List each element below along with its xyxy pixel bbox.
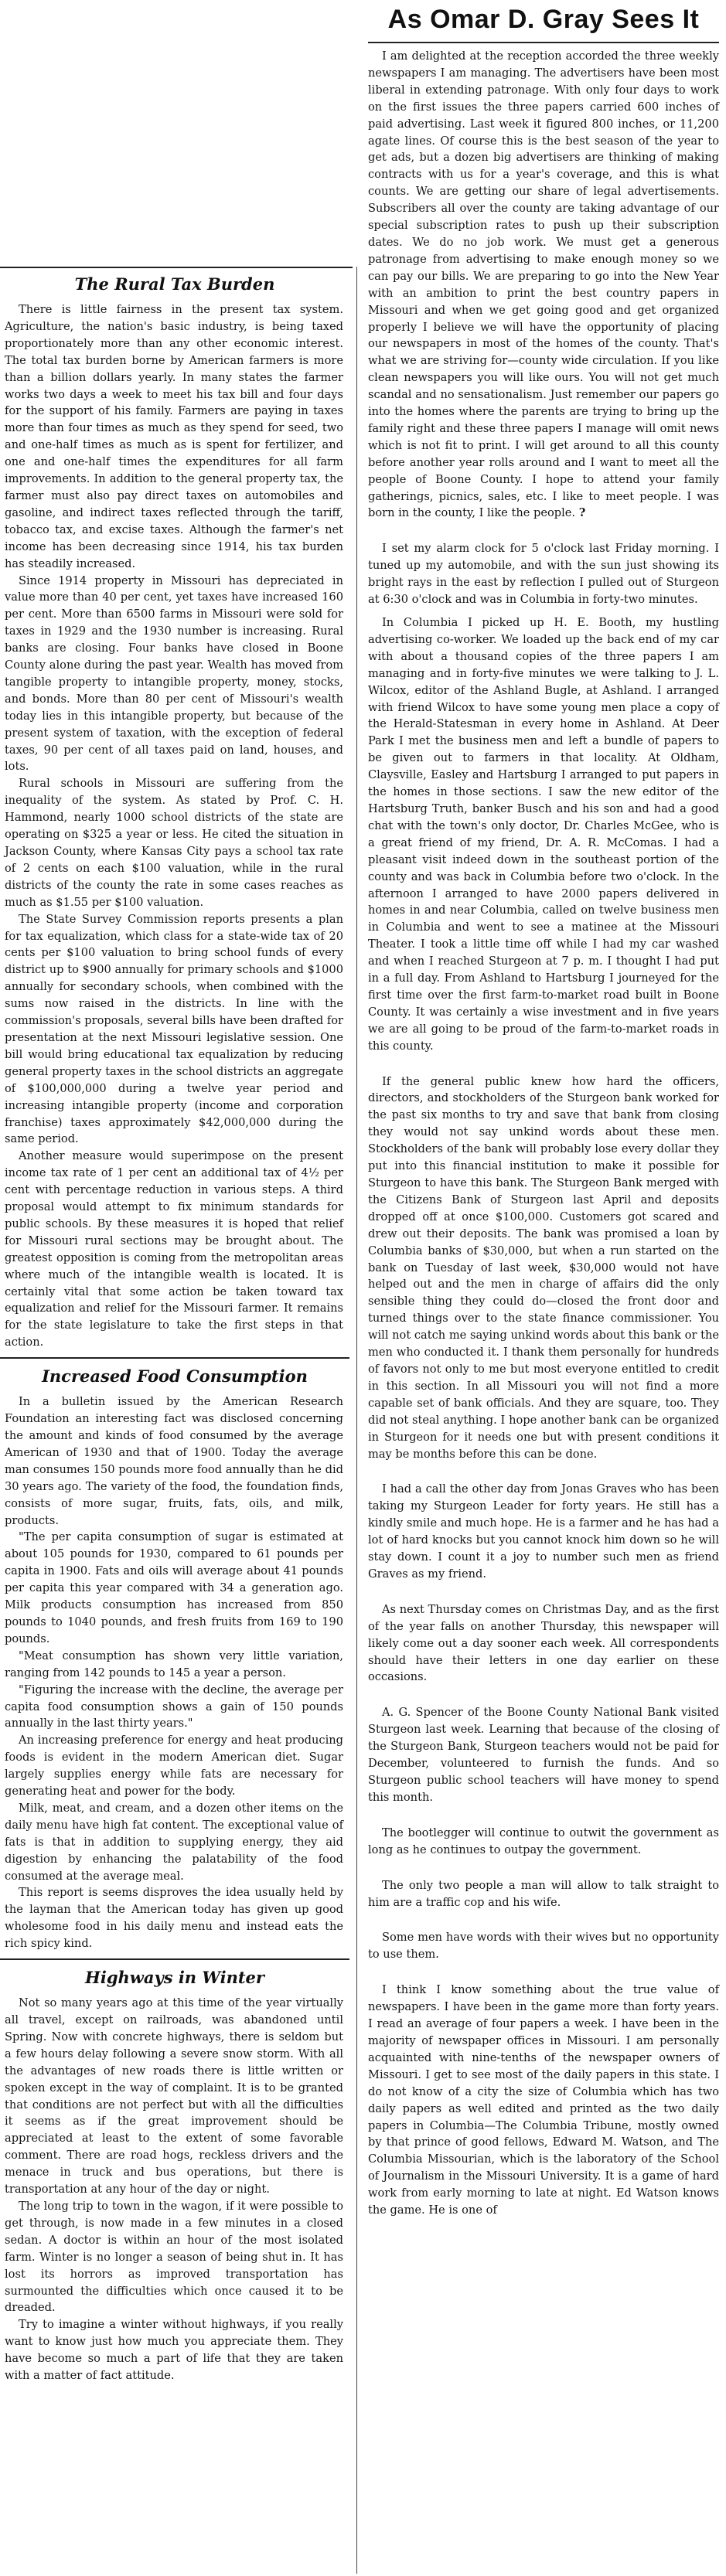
column-paragraph: As next Thursday comes on Christmas Day, and as the first of the year falls on another Thursday, this newspaper will likely come out a day sooner each week. All correspondents should have their letters in one day earlier on these occasions.	[368, 1602, 719, 1684]
food-headline: Increased Food Consumption	[42, 1366, 308, 1387]
spacer	[365, 1963, 722, 1982]
rural-tax-headline: The Rural Tax Burden	[74, 274, 275, 294]
rural-tax-paragraph: The State Survey Commission reports presents a plan for tax equalization, which class for a state-wide tax of 20 cents per $100 valuation to bring school funds of every district up to $900 annually for primary schools and $1000 annually for secondary schools, when combined with the sums now raised in the districts. In line with the commission's proposals, several bills have been drafted for presentation at the next Missouri legislative session. One bill would bring educational tax equalization by reducing general property taxes in the school districts an aggregate of $100,000,000 during a twelve year period and increasing intangible property (income and corporation franchise) taxes approximately $42,000,000 during the same period.	[5, 912, 343, 1146]
food-paragraph: An increasing preference for energy and heat producing foods is evident in the modern American diet. Sugar largely supplies energy while fats are necessary for generating heat and power for the body.	[5, 1734, 343, 1798]
rural-tax-paragraph: Another measure would superimpose on the present income tax rate of 1 per cent an additional tax of 4½ per cent with percentage reduction in various steps. A third proposal would attempt to fix minimum standards for public schools. By these measures it is hoped that relief for Missouri rural sections may be brought about. The greatest opposition is coming from the metropolitan areas where much of the intangible wealth is located. It is certainly vital that some action be taken toward tax equalization and relief for the Missouri farmer. It remains for the state legislature to take the first steps in that action.	[5, 1149, 343, 1349]
column-paragraph: A. G. Spencer of the Boone County National Bank visited Sturgeon last week. Learning that because of the closing of the Sturgeon Bank, Sturgeon teachers would not be paid for December, volunteered to furnish the funds. And so Sturgeon public school teachers will have money to spend this month.	[368, 1706, 719, 1804]
spacer	[365, 1859, 722, 1877]
food-paragraph: In a bulletin issued by the American Research Foundation an interesting fact was disclosed concerning the amount and kinds of food consumed by the average American of 1930 and that of 1900. Today the average man consumes 150 pounds more food annually than he did 30 years ago. The variety of the food, the foundation finds, consists of more sugar, fruits, fats, oils, and milk, products.	[5, 1395, 343, 1527]
column-divider	[356, 267, 357, 2574]
spacer	[365, 1911, 722, 1929]
food-paragraph: "The per capita consumption of sugar is estimated at about 105 pounds for 1930, compared to 61 pounds per capita in 1900. Fats and oils will average about 41 pounds per capita this year compared with 34 a generation ago. Milk products consumption has increased from 850 pounds to 1040 pounds, and fresh fruits from 169 to 190 pounds.	[5, 1530, 343, 1645]
spacer	[365, 1055, 722, 1074]
highways-headline: Highways in Winter	[85, 1968, 264, 1988]
column-masthead: As Omar D. Gray Sees It	[387, 5, 700, 34]
column-paragraph: I think I know something about the true value of newspapers. I have been in the game more than forty years. I read an average of four papers a week. I have been in the majority of newspaper offices in Missouri. I am personally acquainted with nine-tenths of the newspaper owners of Missouri. I get to see most of the daily papers in this state. I do not know of a city the size of Columbia which has two daily papers as well edited and printed as the two daily papers in Columbia—The Columbia Tribune, mostly owned by that prince of good fellows, Edward M. Watson, and The Columbia Missourian, which is the laboratory of the School of Journalism in the Missouri University. It is a game of hard work from early morning to late at night. Ed Watson knows the game. He is one of	[368, 1983, 719, 2217]
spacer	[365, 522, 722, 540]
column-paragraph: I had a call the other day from Jonas Graves who has been taking my Sturgeon Leader for forty years. He still has a kindly smile and much hope. He is a farmer and he has had a lot of hard knocks but you cannot knock him down so he will stay down. I count it a joy to number such men as friend Graves as my friend.	[368, 1482, 719, 1581]
column-paragraph: I set my alarm clock for 5 o'clock last Friday morning. I tuned up my automobile, and with the sun just showing its bright rays in the east by reflection I pulled out of Sturgeon at 6:30 o'clock and was in Columbia in forty-two minutes.	[368, 542, 719, 607]
rural-tax-paragraph: Since 1914 property in Missouri has depreciated in value more than 40 per cent, yet taxes have increased 160 per cent. More than 6500 farms in Missouri were sold for taxes in 1929 and the 1930 number is increasing. Rural banks are closing. Four banks have closed in Boone County alone during the past year. Wealth has moved from tangible property to intangible property, money, stocks, and bonds. More than 80 per cent of Missouri's wealth today lies in this intangible property, but because of the present system of taxation, with the exception of federal taxes, 90 per cent of all taxes paid on land, houses, and lots.	[5, 573, 343, 774]
section-rule	[0, 1958, 349, 1960]
column-paragraph: The bootlegger will continue to outwit the government as long as he continues to outpay the government.	[368, 1826, 719, 1856]
rural-tax-paragraph: There is little fairness in the present tax system. Agriculture, the nation's basic industry, is being taxed proportionately more than any other economic interest. The total tax burden borne by American farmers is more than a billion dollars yearly. In many states the farmer works two days a week to meet his tax bill and four days for the support of his family. Farmers are paying in taxes more than four times as much as they spend for seed, two and one-half times as much as is spent for fertilizer, and one and one-half times the expenditures for all farm improvements. In addition to the general property tax, the farmer must also pay direct taxes on automobiles and gasoline, and indirect taxes reflected through the tariff, tobacco tax, and excise taxes. Although the farmer's net income has been decreasing since 1914, his tax burden has steadily increased.	[5, 303, 343, 570]
right-column	[365, 0, 722, 2576]
food-paragraph: "Meat consumption has shown very little variation, ranging from 142 pounds to 145 a year a person.	[5, 1649, 343, 1679]
highways-paragraph: Not so many years ago at this time of the year virtually all travel, except on railroads, was abandoned until Spring. Now with concrete highways, there is seldom but a few hours delay following a severe snow storm. With all the advantages of new roads there is little written or spoken except in the way of complaint. It is to be granted that conditions are not perfect but with all the difficulties it seems as if the great improvement should be appreciated at least to the extent of some favorable comment. There are road hogs, reckless drivers and the menace in truck and bus operations, but there is transportation at any hour of the day or night.	[5, 1996, 343, 2197]
rural-tax-editorial	[0, 274, 349, 1359]
left-column	[0, 267, 349, 2574]
column-paragraph: In Columbia I picked up H. E. Booth, my hustling advertising co-worker. We loaded up the back end of my car with about a thousand copies of the three papers I am managing and in forty-five minutes we were talking to J. L. Wilcox, editor of the Ashland Bugle, at Ashland. I arranged with friend Wilcox to have some young men place a copy of the Herald-Statesman in every home in Ashland. At Deer Park I met the business men and left a bundle of papers to be given out to farmers in that locality. At Oldham, Claysville, Easley and Hartsburg I arranged to put papers in the homes in those sections. I saw the new editor of the Hartsburg Truth, banker Busch and his son and had a good chat with the town's only doctor, Dr. Charles McGee, who is a great friend of my friend, Dr. A. R. McComas. I had a pleasant visit indeed down in the southeast portion of the county and was back in Columbia before two o'clock. In the afternoon I arranged to have 2000 papers delivered in homes in and near Columbia, called on twelve business men in Columbia and went to see a matinee at the Missouri Theater. I took a little time off while I had my car washed and when I reached Sturgeon at 7 p. m. I thought I had put in a full day. From Ashland to Hartsburg I journeyed for the first time over the first farm-to-market road built in Boone County. It was certainly a wise investment and in five years we are all going to be proud of the farm-to-market roads in this county.	[368, 616, 719, 1053]
rural-tax-paragraph: Rural schools in Missouri are suffering from the inequality of the system. As stated by Prof. C. H. Hammond, nearly 1000 school districts of the state are operating on $325 a year or less. He cited the situation in Jackson County, where Kansas City pays a school tax rate of 2 cents on each $100 valuation, while in the rural districts of the county the rate in some cases reaches as much as $1.55 per $100 valuation.	[5, 777, 343, 909]
spacer	[365, 1462, 722, 1481]
end-mark: ?	[578, 506, 586, 520]
food-paragraph: This report is seems disproves the idea usually held by the layman that the American today has given up good wholesome food in his daily menu and instead eats the rich spicy kind.	[5, 1886, 343, 1951]
highways-paragraph: Try to imagine a winter without highways, if you really want to know just how much you appreciate them. They have become so much a part of life that they are taken with a matter of fact attitude.	[5, 2318, 343, 2383]
column-paragraph: If the general public knew how hard the officers, directors, and stockholders of the Sturgeon bank worked for the past six months to try and save that bank from closing they would not say unkind words about these men. Stockholders of the bank will probably lose every dollar they put into this financial institution to make it possible for Sturgeon to have this bank. The Sturgeon Bank merged with the Citizens Bank of Sturgeon last April and deposits dropped off at once $100,000. Customers got scared and drew out their deposits. The bank was promised a loan by Columbia banks of $30,000, but when a run started on the bank on Tuesday of last week, $30,000 would not have helped out and the men in charge of affairs did the only sensible thing they could do—closed the front door and turned things over to the state finance commissioner. You will not catch me saying unkind words about this bank or the men who conducted it. I thank them personally for hundreds of favors not only to me but most everyone entitled to credit in this section. In all Missouri you will not find a more capable set of bank officials. And they are square, too. They did not steal anything. I hope another bank can be organized in Sturgeon for it needs one but with present conditions it may be months before this can be done.	[368, 1074, 719, 1461]
food-paragraph: "Figuring the increase with the decline, the average per capita food consumption shows a gain of 150 pounds annually in the last thirty years."	[5, 1683, 343, 1730]
spacer	[365, 1686, 722, 1704]
column-paragraph	[365, 48, 722, 522]
spacer	[365, 608, 722, 614]
food-paragraph: Milk, meat, and cream, and a dozen other items on the daily menu have high fat content. The exceptional value of fats is that in addition to supplying energy, they aid digestion by enhancing the palatability of the food consumed at the average meal.	[5, 1801, 343, 1883]
masthead-rule	[368, 42, 719, 43]
column-paragraph: Some men have words with their wives but no opportunity to use them.	[368, 1931, 719, 1962]
column-paragraph: The only two people a man will allow to talk straight to him are a traffic cop and his wife.	[368, 1878, 719, 1909]
spacer	[365, 1806, 722, 1825]
spacer	[365, 1583, 722, 1601]
highways-paragraph: The long trip to town in the wagon, if it were possible to get through, is now made in a few minutes in a closed sedan. A doctor is within an hour of the most isolated farm. Winter is no longer a season of being shut in. It has lost its horrors as improved transportation has surmounted the difficulties which once caused it to be dreaded.	[5, 2199, 343, 2315]
food-editorial	[0, 1366, 349, 1960]
highways-editorial	[0, 1968, 349, 2384]
column-paragraph-text: I am delighted at the reception accorded the three weekly newspapers I am managing. The advertisers have been most liberal in extending patronage. With only four days to work on the first issues the three papers carried 600 inches of paid advertising. Last week it figured 800 inches, or 11,200 agate lines. Of course this is the best season of the year to get ads, but a dozen big advertisers are thinking of making contracts with us for a year's coverage, and this is what counts. We are getting our share of legal advertisements. Subscribers all over the county are taking advantage of our special subscription rates to push up their subscription dates. We do no job work. We must get a generous patronage from advertising to make enough money so we can pay our bills. We are preparing to go into the New Year with an ambition to print the best country papers in Missouri and when we get going good and get organized properly I believe we will have the opportunity of placing our newspapers in most of the homes of the county. That's what we are striving for—county wide circulation. If you like clean newspapers you will like ours. You will not get much scandal and no sensationalism. Just remember our papers go into the homes where the parents are trying to bring up the family right and these three papers I manage will omit news which is not fit to print. I will get around to all this county before another year rolls around and I want to meet all the people of Boone County. I hope to attend your family gatherings, picnics, sales, etc. I like to meet people. I was born in the county, I like the people.	[368, 49, 719, 520]
section-rule	[0, 1357, 349, 1359]
